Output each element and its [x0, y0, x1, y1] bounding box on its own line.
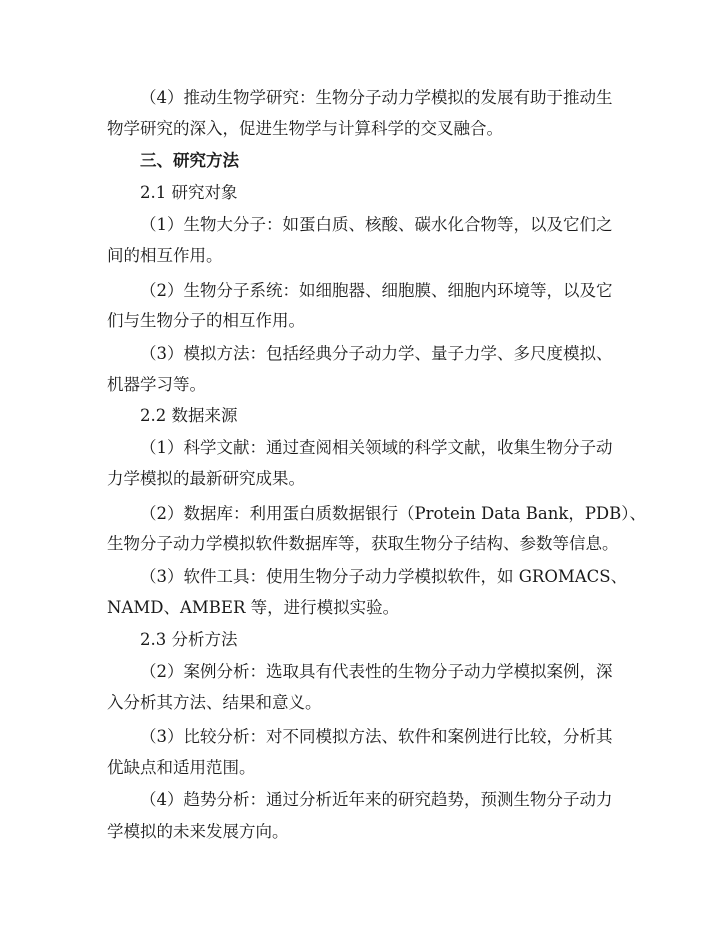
paragraph-line: （2）案例分析：选取具有代表性的生物分子动力学模拟案例，深: [140, 662, 613, 681]
subsection-heading: 2.3 分析方法: [140, 630, 238, 649]
subsection-heading: 2.2 数据来源: [140, 406, 238, 425]
subsection-heading: 2.1 研究对象: [140, 183, 238, 202]
paragraph-line: （2）数据库：利用蛋白质数据银行（Protein Data Bank，PDB）、: [140, 504, 647, 523]
paragraph-line: 生物分子动力学模拟软件数据库等，获取生物分子结构、参数等信息。: [107, 534, 619, 553]
section-heading: 三、研究方法: [140, 151, 239, 170]
paragraph-line: 学模拟的未来发展方向。: [107, 822, 289, 841]
paragraph-line: 间的相互作用。: [107, 246, 223, 265]
paragraph-line: 物学研究的深入，促进生物学与计算科学的交叉融合。: [107, 119, 503, 138]
paragraph-line: （4）推动生物学研究：生物分子动力学模拟的发展有助于推动生: [140, 88, 613, 107]
paragraph-line: （1）科学文献：通过查阅相关领域的科学文献，收集生物分子动: [140, 438, 613, 457]
paragraph-line: NAMD、AMBER 等，进行模拟实验。: [107, 598, 400, 617]
paragraph-line: 机器学习等。: [107, 375, 206, 394]
paragraph-line: 力学模拟的最新研究成果。: [107, 469, 305, 488]
paragraph-line: （3）比较分析：对不同模拟方法、软件和案例进行比较，分析其: [140, 727, 613, 746]
paragraph-line: （1）生物大分子：如蛋白质、核酸、碳水化合物等，以及它们之: [140, 215, 613, 234]
paragraph-line: 入分析其方法、结果和意义。: [107, 693, 322, 712]
paragraph-line: （3）软件工具：使用生物分子动力学模拟软件，如 GROMACS、: [140, 567, 628, 586]
paragraph-line: 们与生物分子的相互作用。: [107, 311, 305, 330]
paragraph-line: （4）趋势分析：通过分析近年来的研究趋势，预测生物分子动力: [140, 790, 613, 809]
paragraph-line: （2）生物分子系统：如细胞器、细胞膜、细胞内环境等，以及它: [140, 281, 613, 300]
paragraph-line: （3）模拟方法：包括经典分子动力学、量子力学、多尺度模拟、: [140, 344, 613, 363]
paragraph-line: 优缺点和适用范围。: [107, 758, 256, 777]
